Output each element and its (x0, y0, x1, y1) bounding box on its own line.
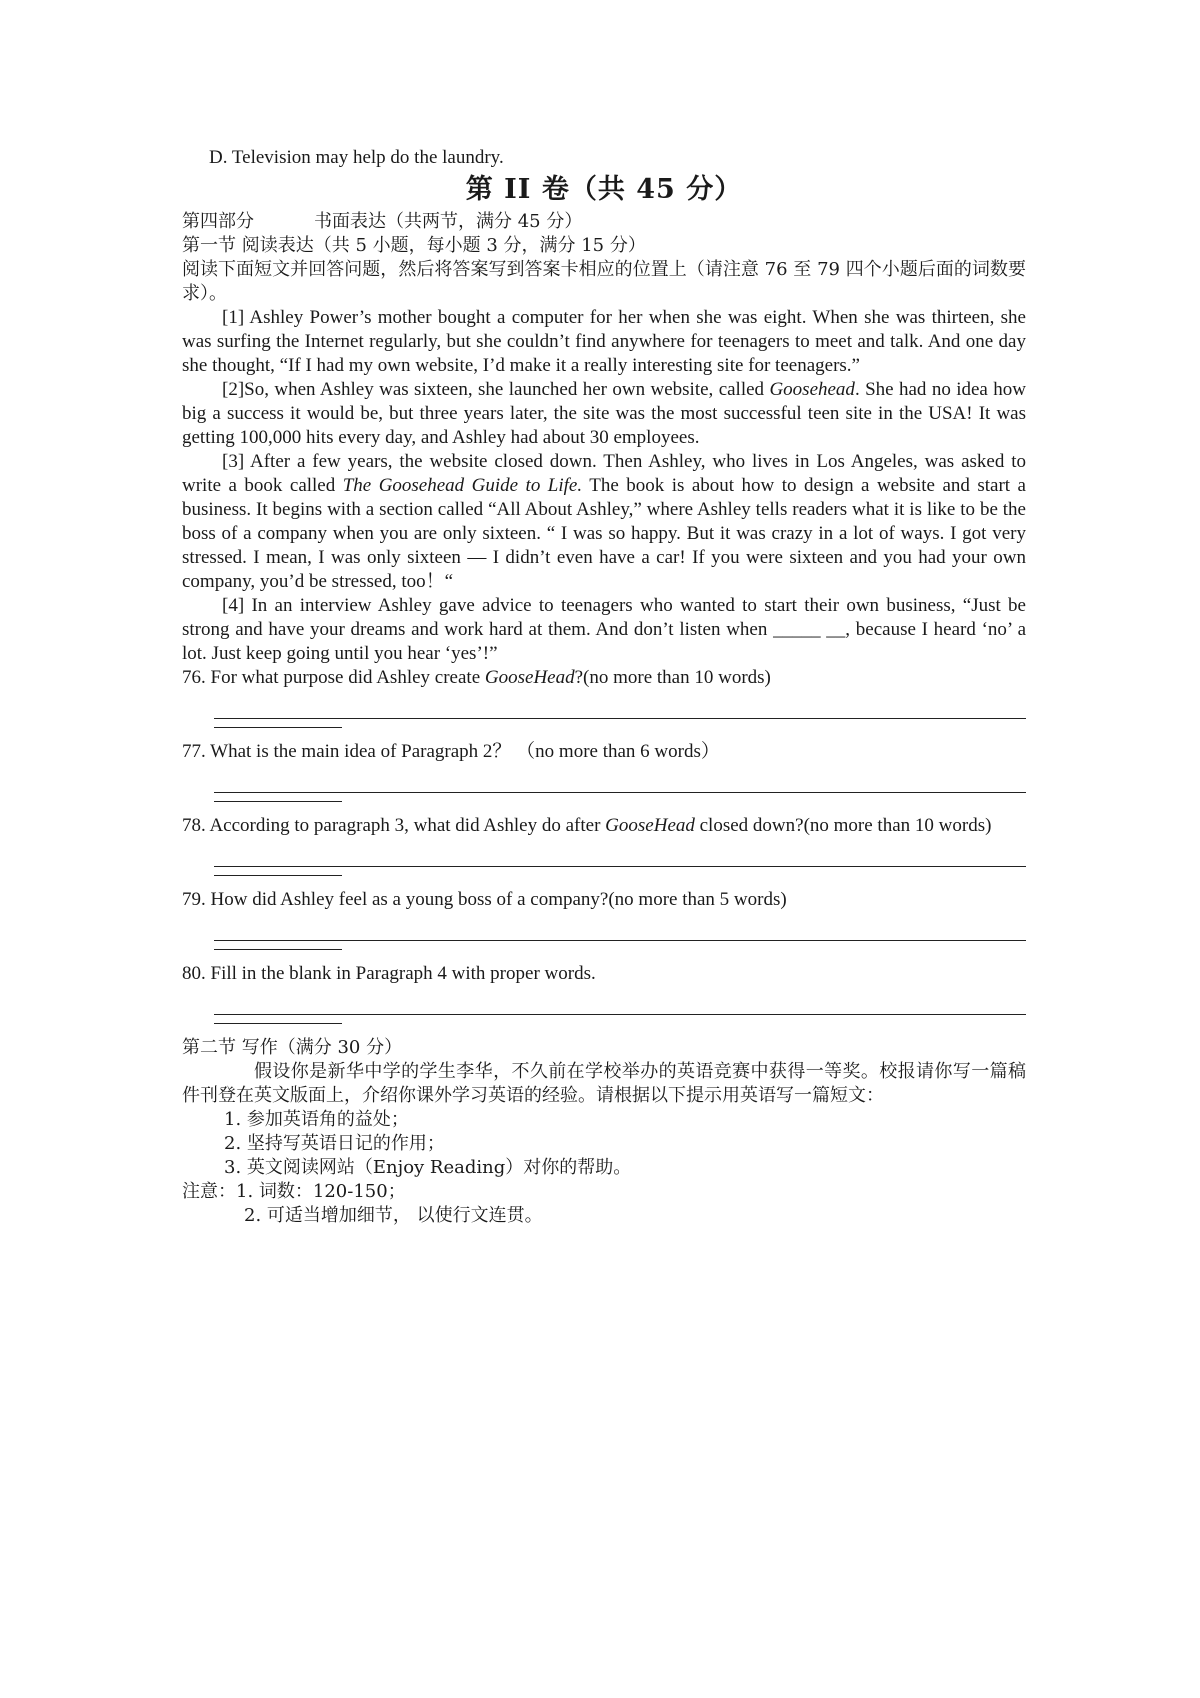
question-78 (182, 814, 1026, 876)
q76-text-after: ?(no more than 10 words) (574, 667, 771, 688)
question-78-text (182, 814, 1026, 838)
writing-note-1: 注意：1. 词数：120-150； (182, 1181, 406, 1202)
passage-paragraph-4: [4] In an interview Ashley gave advice to teenagers who wanted to start their own business, “Just be strong and have your dreams and work hard at them. And don’t listen when _____ __, because I heard ‘no’ a lot. Just keep going until you hear ‘yes’!” (182, 595, 1026, 664)
writing-point-1: 1. 参加英语角的益处； (224, 1109, 409, 1130)
page-content (182, 146, 1026, 1228)
volume-title: 第 II 卷（共 45 分） (465, 174, 743, 205)
question-79 (182, 888, 1026, 950)
q76-site-name: GooseHead (484, 667, 575, 688)
writing-point-2: 2. 坚持写英语日记的作用； (224, 1133, 445, 1154)
p3-book-title: The Goosehead Guide to Life. (342, 475, 583, 496)
answer-line-79[interactable] (214, 912, 1026, 941)
writing-point-3: 3. 英文阅读网站（Enjoy Reading）对你的帮助。 (224, 1157, 632, 1178)
answer-line-79-continued[interactable] (214, 941, 342, 950)
answer-line-78-continued[interactable] (214, 867, 342, 876)
passage-paragraph-3 (182, 450, 1026, 594)
p2-text-before: [2]So, when Ashley was sixteen, she launched her own website, called (222, 379, 770, 400)
part4-heading (182, 210, 1026, 234)
question-76-text (182, 666, 1026, 690)
answer-line-76-continued[interactable] (214, 719, 342, 728)
section1-instructions: 阅读下面短文并回答问题，然后将答案写到答案卡相应的位置上（请注意 76 至 79 四个小题后面的词数要求）。 (182, 259, 1026, 304)
question-77-text: 77. What is the main idea of Paragraph 2？ （no more than 6 words） (182, 741, 720, 762)
answer-line-77[interactable] (214, 764, 1026, 793)
question-79-text: 79. How did Ashley feel as a young boss of a company?(no more than 5 words) (182, 889, 787, 910)
writing-prompt-intro: 假设你是新华中学的学生李华，不久前在学校举办的英语竞赛中获得一等奖。校报请你写一篇稿件刊登在英文版面上，介绍你课外学习英语的经验。请根据以下提示用英语写一篇短文： (182, 1061, 1026, 1106)
writing-note-2: 2. 可适当增加细节， 以使行文连贯。 (244, 1205, 543, 1226)
p3-text-after: The book is about how to design a website and start a business. It begins with a section called “All About Ashley,” where Ashley tells readers what it is like to be the boss of a company when you are only sixteen. “ I was so happy. But it was crazy in a lot of ways. I got very stressed. I mean, I was only sixteen — I didn’t even have a car! If you were sixteen and you had your own company, you’d be stressed, too！“ (182, 475, 1026, 592)
section2-heading: 第二节 写作（满分 30 分） (182, 1037, 403, 1058)
part4-title: 书面表达（共两节，满分 45 分） (314, 211, 583, 232)
question-76 (182, 666, 1026, 728)
passage-paragraph-1: [1] Ashley Power’s mother bought a computer for her when she was eight. When she was thirteen, she was surfing the Internet regularly, but she couldn’t find anywhere for teenagers to meet and talk. And one day she thought, “If I had my own website, I’d make it a really interesting site for teenagers.” (182, 307, 1026, 376)
q78-text-before: 78. According to paragraph 3, what did Ashley do after (182, 815, 606, 836)
answer-line-80-continued[interactable] (214, 1015, 342, 1024)
q78-text-after: closed down?(no more than 10 words) (694, 815, 992, 836)
q78-site-name: GooseHead (605, 815, 695, 836)
question-80 (182, 962, 1026, 1024)
question-80-text: 80. Fill in the blank in Paragraph 4 with proper words. (182, 963, 596, 984)
q76-text-before: 76. For what purpose did Ashley create (182, 667, 485, 688)
p2-site-name: Goosehead (769, 379, 855, 400)
answer-line-78[interactable] (214, 838, 1026, 867)
answer-line-80[interactable] (214, 986, 1026, 1015)
passage-paragraph-2 (182, 378, 1026, 450)
answer-line-77-continued[interactable] (214, 793, 342, 802)
option-d: D. Television may help do the laundry. (209, 147, 504, 168)
question-77 (182, 740, 1026, 802)
answer-line-76[interactable] (214, 690, 1026, 719)
p2-text-after: . She had no idea how big a success it would be, but three years later, the site was the most successful teen site in the USA! It was getting 100,000 hits every day, and Ashley had about 30 employees. (182, 379, 1026, 448)
p3-text-before: [3] After a few years, the website closed down. Then Ashley, who lives in Los Angeles, was asked to write a book called (182, 451, 1026, 496)
section1-heading: 第一节 阅读表达（共 5 小题，每小题 3 分，满分 15 分） (182, 235, 646, 256)
part4-label: 第四部分 (182, 211, 254, 232)
